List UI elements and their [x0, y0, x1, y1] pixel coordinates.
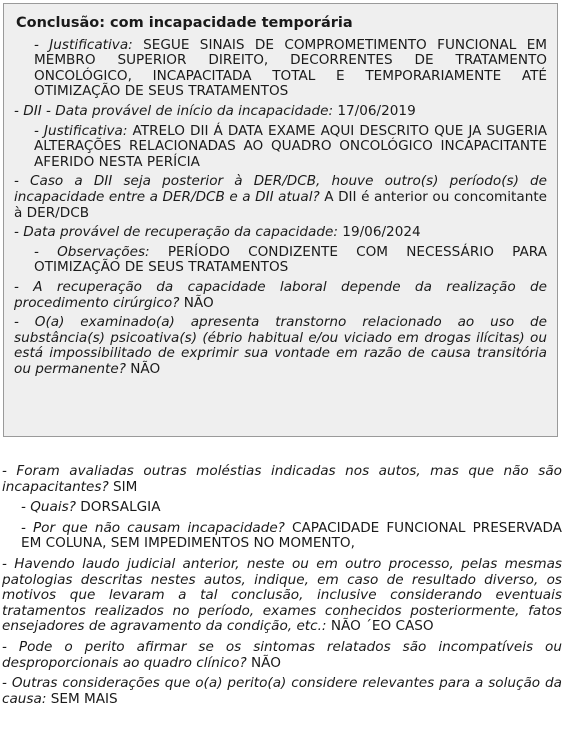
psicoativa-label: - O(a) examinado(a) apresenta transtorno relacionado ao uso de substância(s) psicoativa(s) (ébrio habitual e/ou viciado em drogas ilícitas) ou está impossibilitado de exprimir sua vontade em razão de causa transitória ou permanente?: [14, 314, 547, 377]
caso-dii-answer: A DII é anterior ou concomitante à DER/DCB: [14, 188, 548, 221]
sintomas-label: - Pode o perito afirmar se os sintomas relatados são incompatíveis ou desproporcionais ao quadro clínico?: [2, 638, 562, 671]
por-que-label: - Por que não causam incapacidade?: [21, 519, 285, 536]
justificativa-1-answer: SEGUE SINAIS DE COMPROMETIMENTO FUNCIONAL EM MEMBRO SUPERIOR DIREITO, DECORRENTES DE TRATAMENTO ONCOLÓGICO, INCAPACITADA TOTAL E TEMPORARIAMENTE ATÉ OTIMIZAÇÃO DE SEUS TRATAMENTOS: [34, 36, 548, 100]
quais-answer: DORSALGIA: [80, 499, 161, 516]
outras-molestias-label: - Foram avaliadas outras moléstias indicadas nos autos, mas que não são incapacitantes?: [2, 463, 562, 495]
caso-dii-label: - Caso a DII seja posterior à DER/DCB, houve outro(s) período(s) de incapacidade entre a DER/DCB e a DII atual?: [14, 173, 547, 205]
dii-item: [14, 104, 547, 120]
conclusion-panel: [3, 3, 558, 437]
por-que-answer: CAPACIDADE FUNCIONAL PRESERVADA EM COLUNA, SEM IMPEDIMENTOS NO MOMENTO,: [21, 519, 562, 552]
outras-molestias-item: [2, 464, 562, 495]
quais-item: [21, 500, 562, 516]
cirurgico-label: - A recuperação da capacidade laboral depende da realização de procedimento cirúrgico?: [14, 278, 547, 311]
quais-label: - Quais?: [21, 499, 76, 516]
laudo-anterior-item: [2, 557, 562, 635]
observacoes-label: - Observações:: [34, 243, 150, 260]
laudo-anterior-label: - Havendo laudo judicial anterior, neste ou em outro processo, pelas mesmas patologias descritas nestes autos, indique, em caso de resultado diverso, os motivos que levaram a tal conclusão, inclusive considerando eventuais tratamentos realizados no período, exames conhecidos posteriormente, fatos ensejadores de agravamento da condição, etc.:: [2, 555, 562, 635]
outras-consideracoes-item: [2, 676, 562, 707]
dii-answer: 17/06/2019: [337, 102, 416, 119]
conclusion-title: Conclusão: com incapacidade temporária: [16, 15, 353, 31]
por-que-item: [21, 521, 562, 552]
laudo-anterior-answer: NÃO ´EO CASO: [330, 618, 434, 635]
cirurgico-item: [14, 280, 547, 311]
recuperacao-answer: 19/06/2024: [342, 224, 421, 241]
justificativa-2-answer: ATRELO DII Á DATA EXAME AQUI DESCRITO QUE JA SUGERIA ALTERAÇÕES RELACIONADAS AO QUADRO ONCOLÓGICO INCAPACITANTE AFERIDO NESTA PERÍCIA: [34, 122, 548, 170]
recuperacao-label: - Data provável de recuperação da capacidade:: [14, 224, 338, 241]
psicoativa-item: [14, 315, 547, 377]
outras-molestias-answer: SIM: [113, 478, 138, 495]
justificativa-1: [34, 38, 547, 100]
dii-label: - DII - Data provável de início da incapacidade:: [14, 102, 334, 119]
sintomas-item: [2, 640, 562, 671]
outras-consideracoes-label: - Outras considerações que o(a) perito(a) considere relevantes para a solução da causa:: [2, 675, 562, 707]
caso-dii-item: [14, 174, 547, 221]
justificativa-2: [34, 124, 547, 171]
observacoes-item: [34, 245, 547, 276]
cirurgico-answer: NÃO: [183, 294, 214, 311]
observacoes-answer: PERÍODO CONDIZENTE COM NECESSÁRIO PARA OTIMIZAÇÃO DE SEUS TRATAMENTOS: [34, 243, 547, 276]
additional-questions: [2, 464, 562, 712]
justificativa-1-label: - Justificativa:: [34, 36, 133, 53]
justificativa-2-label: - Justificativa:: [34, 122, 128, 139]
outras-consideracoes-answer: SEM MAIS: [50, 690, 118, 707]
recuperacao-item: [14, 225, 547, 241]
psicoativa-answer: NÃO: [130, 360, 161, 377]
sintomas-answer: NÃO: [251, 654, 281, 671]
